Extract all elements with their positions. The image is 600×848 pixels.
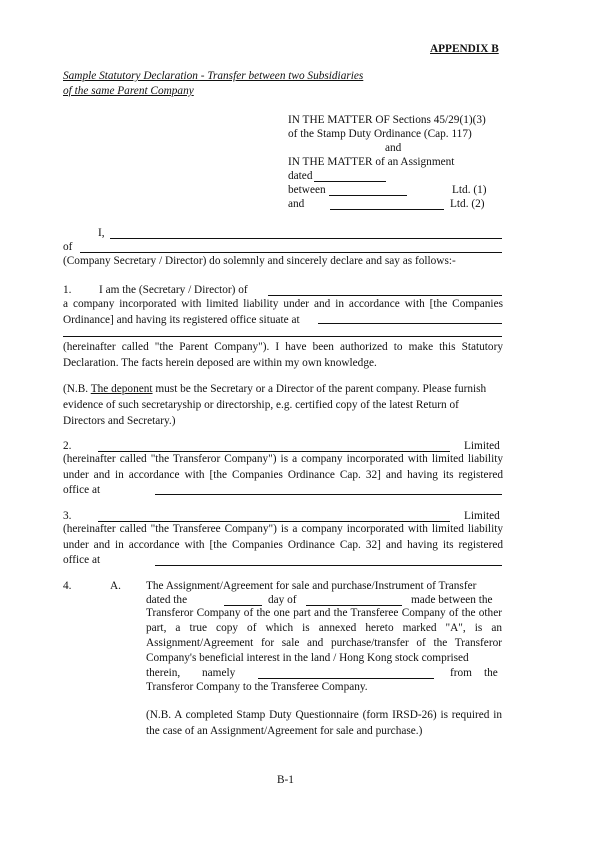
matter-and: and xyxy=(385,142,402,154)
para4-from: from xyxy=(450,667,472,679)
para2-limited: Limited xyxy=(464,440,500,452)
para1-number: 1. xyxy=(63,284,72,296)
parent-office-blank-2 xyxy=(63,336,502,337)
matter-and2-label: and xyxy=(288,198,305,210)
transferee-office-blank xyxy=(155,565,502,566)
transferor-office-blank xyxy=(155,494,502,495)
para4-body: Transferor Company of the one part and the Transferee Company of the other part, a true copy of which is annexed hereto marked "A", is an Assignment/Agreement for sale and purchase/transfer of the Transferor Company's beneficial interest in the land / Hong Kong stock comprised xyxy=(146,607,502,664)
para4-namely: namely xyxy=(202,667,236,679)
para4-sub-a: A. xyxy=(110,580,121,592)
matter-assignment: IN THE MATTER of an Assignment xyxy=(288,156,455,168)
party1-ltd: Ltd. (1) xyxy=(452,184,487,196)
para3-limited: Limited xyxy=(464,510,500,522)
between-blank xyxy=(329,195,407,196)
para2-number: 2. xyxy=(63,440,72,452)
para4-line1: The Assignment/Agreement for sale and purchase/Instrument of Transfer xyxy=(146,580,477,592)
intro-declare: (Company Secretary / Director) do solemnly and sincerely declare and say as follows:- xyxy=(63,255,456,267)
party2-blank xyxy=(330,209,444,210)
para4-made-between: made between the xyxy=(411,594,493,606)
para2-text: (hereinafter called "the Transferor Company") is a company incorporated with limited liability under and in accordance with [the Companies Ordinance Cap. 32] and having its registered office at xyxy=(63,453,503,496)
para3-text: (hereinafter called "the Transferee Company") is a company incorporated with limited liability under and in accordance with [the Companies Ordinance Cap. 32] and having its registered office at xyxy=(63,523,503,566)
document-title-line2: of the same Parent Company xyxy=(63,85,194,97)
matter-dated-label: dated xyxy=(288,170,313,182)
party2-ltd: Ltd. (2) xyxy=(450,198,485,210)
document-title-line1: Sample Statutory Declaration - Transfer between two Subsidiaries xyxy=(63,70,364,82)
para4-therein: therein, xyxy=(146,667,181,679)
para4-the: the xyxy=(484,667,498,679)
matter-ordinance: of the Stamp Duty Ordinance (Cap. 117) xyxy=(288,128,472,140)
para4-day-of: day of xyxy=(268,594,297,606)
page-number: B-1 xyxy=(277,774,294,786)
declarant-name-blank xyxy=(110,238,502,239)
nb1-deponent: The deponent xyxy=(90,383,153,395)
appendix-label: APPENDIX B xyxy=(430,43,499,55)
intro-i: I, xyxy=(98,227,105,239)
intro-of: of xyxy=(63,241,73,253)
para1-text-a: a company incorporated with limited liability under and in accordance with [the Companies Ordinance] and having its registered office situate at xyxy=(63,298,503,326)
para4-dated-the: dated the xyxy=(146,594,188,606)
nb-deponent-note xyxy=(63,381,503,429)
para1-lead: I am the (Secretary / Director) of xyxy=(99,284,248,296)
nb1-rest: must be the Secretary or a Director of the parent company. Please furnish evidence of such secretaryship or directorship, e.g. certified copy of the latest Return of Directors and Secretary.) xyxy=(63,383,487,427)
nb1-prefix: (N.B. xyxy=(63,383,89,395)
para4-number: 4. xyxy=(63,580,72,592)
para1-text-b: (hereinafter called "the Parent Company"). I have been authorized to make this Statutory Declaration. The facts herein deposed are within my own knowledge. xyxy=(63,341,503,369)
para4-last-line: Transferor Company to the Transferee Company. xyxy=(146,681,368,693)
matter-heading-sections: IN THE MATTER OF Sections 45/29(1)(3) xyxy=(288,114,486,126)
nb-questionnaire-note: (N.B. A completed Stamp Duty Questionnaire (form IRSD-26) is required in the case of an Assignment/Agreement for sale and purchase.) xyxy=(146,709,502,737)
parent-office-blank xyxy=(318,323,502,324)
matter-between-label: between xyxy=(288,184,326,196)
para3-number: 3. xyxy=(63,510,72,522)
